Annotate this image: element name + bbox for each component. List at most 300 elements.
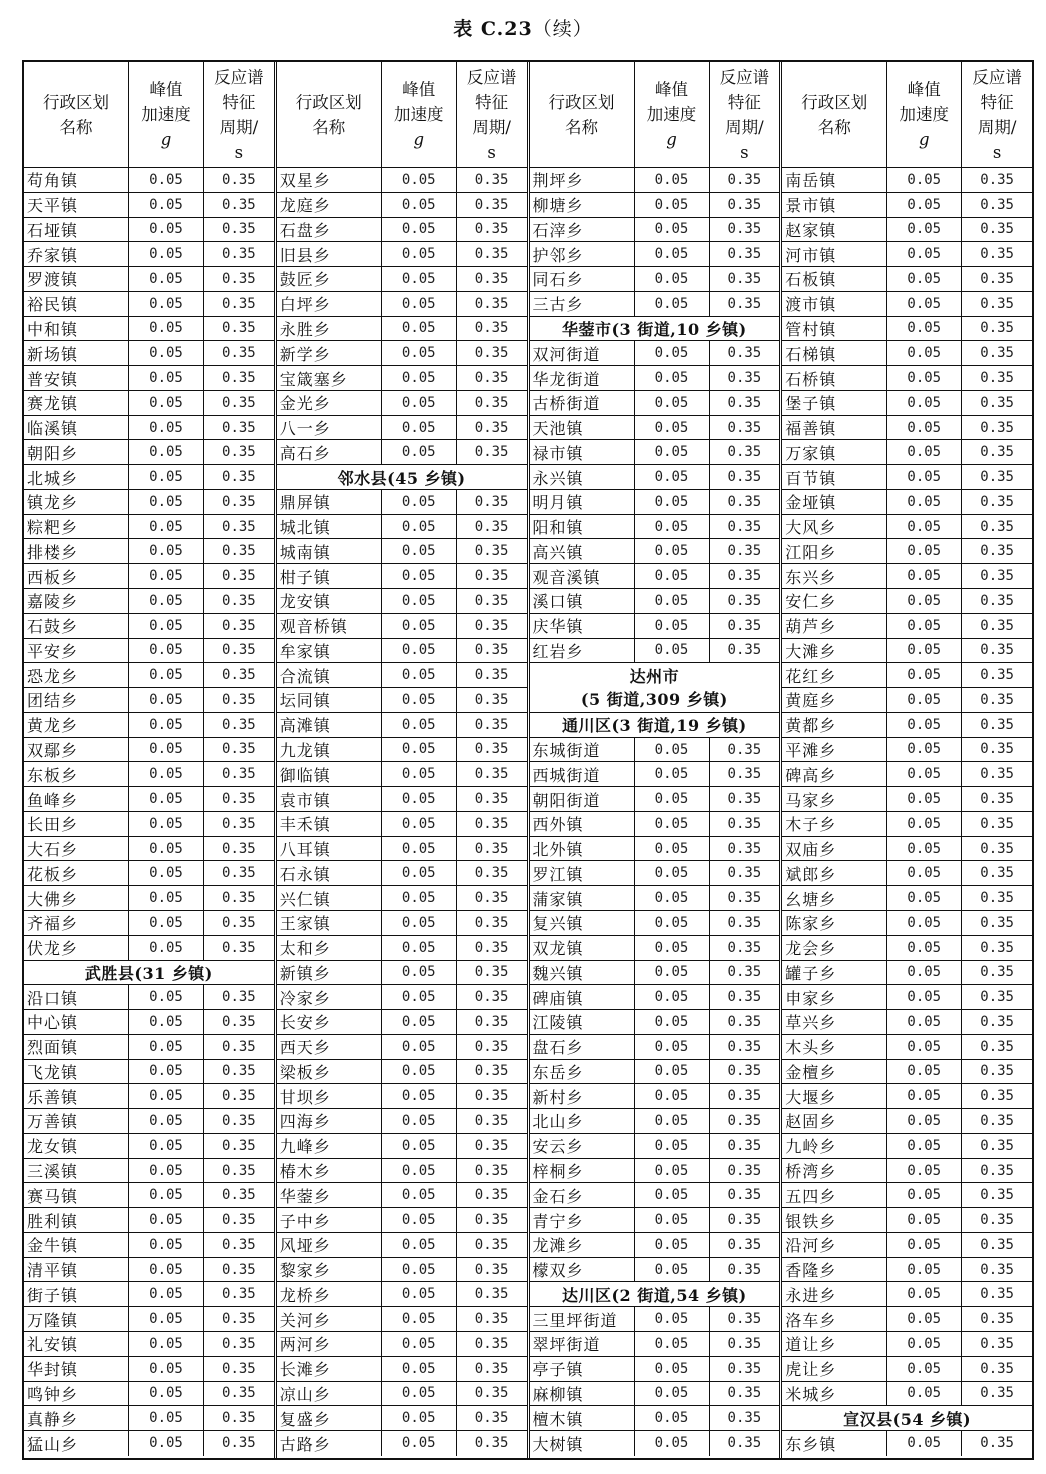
cell-name: 齐福乡 xyxy=(27,914,79,934)
table-row xyxy=(530,1183,780,1208)
cell-name: 幺塘乡 xyxy=(785,889,837,909)
cell-characteristic-period: 0.35 xyxy=(456,1159,527,1183)
table-row xyxy=(277,1406,527,1431)
cell-name: 长安乡 xyxy=(279,1013,331,1033)
table-row xyxy=(530,837,780,862)
table-row xyxy=(782,1060,1032,1085)
cell-name: 高石乡 xyxy=(279,443,331,463)
cell-characteristic-period: 0.35 xyxy=(961,193,1032,217)
table-row xyxy=(277,738,527,763)
cell-name: 龙女镇 xyxy=(27,1137,79,1157)
section-heading: 通川区(3 街道,19 乡镇) xyxy=(561,716,747,736)
cell-name: 宝箴塞乡 xyxy=(279,369,348,389)
cell-name: 石垭镇 xyxy=(27,220,79,240)
cell-characteristic-period: 0.35 xyxy=(456,812,527,836)
cell-name: 花板乡 xyxy=(27,864,79,884)
cell-characteristic-period: 0.35 xyxy=(456,688,527,712)
cell-characteristic-period: 0.35 xyxy=(709,738,780,762)
cell-peak-acceleration: 0.05 xyxy=(381,1134,456,1158)
cell-peak-acceleration: 0.05 xyxy=(381,292,456,316)
cell-peak-acceleration: 0.05 xyxy=(381,961,456,985)
cell-name: 陈家乡 xyxy=(785,914,837,934)
cell-name: 金牛镇 xyxy=(27,1236,79,1256)
table-row xyxy=(277,193,527,218)
cell-peak-acceleration: 0.05 xyxy=(381,1010,456,1034)
table-row xyxy=(782,1159,1032,1184)
cell-name: 团结乡 xyxy=(27,691,79,711)
cell-characteristic-period: 0.35 xyxy=(203,837,274,861)
cell-peak-acceleration: 0.05 xyxy=(381,515,456,539)
table-header-row xyxy=(277,62,527,168)
cell-characteristic-period: 0.35 xyxy=(203,1134,274,1158)
cell-peak-acceleration: 0.05 xyxy=(128,366,203,390)
table-row xyxy=(277,564,527,589)
table-row xyxy=(24,1010,274,1035)
cell-name: 三里坪街道 xyxy=(532,1310,618,1330)
cell-peak-acceleration: 0.05 xyxy=(381,911,456,935)
cell-name: 大堰乡 xyxy=(785,1087,837,1107)
table-row xyxy=(530,366,780,391)
cell-characteristic-period: 0.35 xyxy=(961,168,1032,192)
cell-name: 双河街道 xyxy=(532,344,601,364)
cell-name: 护邻乡 xyxy=(532,245,584,265)
cell-peak-acceleration: 0.05 xyxy=(886,1431,961,1456)
table-row xyxy=(24,1406,274,1431)
table-row xyxy=(277,1060,527,1085)
table-row xyxy=(530,267,780,292)
table-row xyxy=(782,1109,1032,1134)
cell-peak-acceleration: 0.05 xyxy=(128,1382,203,1406)
cell-peak-acceleration: 0.05 xyxy=(128,787,203,811)
cell-peak-acceleration: 0.05 xyxy=(886,341,961,365)
table-row xyxy=(24,341,274,366)
cell-characteristic-period: 0.35 xyxy=(709,1307,780,1331)
cell-characteristic-period: 0.35 xyxy=(456,218,527,242)
cell-name: 庆华镇 xyxy=(532,617,584,637)
cell-characteristic-period: 0.35 xyxy=(961,812,1032,836)
cell-characteristic-period: 0.35 xyxy=(709,292,780,316)
cell-characteristic-period: 0.35 xyxy=(709,490,780,514)
cell-peak-acceleration: 0.05 xyxy=(128,1060,203,1084)
cell-characteristic-period: 0.35 xyxy=(456,440,527,464)
cell-characteristic-period: 0.35 xyxy=(709,1084,780,1108)
cell-characteristic-period: 0.35 xyxy=(203,1357,274,1381)
cell-name: 双庙乡 xyxy=(785,840,837,860)
cell-name: 观音桥镇 xyxy=(279,617,348,637)
table-row xyxy=(277,1282,527,1307)
table-row xyxy=(782,391,1032,416)
table-row xyxy=(782,961,1032,986)
cell-name: 乐善镇 xyxy=(27,1087,79,1107)
cell-name: 木头乡 xyxy=(785,1038,837,1058)
cell-peak-acceleration: 0.05 xyxy=(886,1109,961,1133)
cell-peak-acceleration: 0.05 xyxy=(381,539,456,563)
cell-name: 子中乡 xyxy=(279,1211,331,1231)
cell-name: 古路乡 xyxy=(279,1434,331,1454)
cell-peak-acceleration: 0.05 xyxy=(634,465,709,489)
cell-name: 朝阳乡 xyxy=(27,443,79,463)
cell-name: 沿口镇 xyxy=(27,988,79,1008)
cell-peak-acceleration: 0.05 xyxy=(886,366,961,390)
cell-characteristic-period: 0.35 xyxy=(456,985,527,1009)
cell-name: 东板乡 xyxy=(27,765,79,785)
cell-peak-acceleration: 0.05 xyxy=(886,663,961,687)
cell-name: 古桥街道 xyxy=(532,394,601,414)
cell-name: 罗江镇 xyxy=(532,864,584,884)
table-row xyxy=(530,193,780,218)
cell-peak-acceleration: 0.05 xyxy=(381,589,456,613)
cell-name: 金垭镇 xyxy=(785,493,837,513)
cell-name: 白坪乡 xyxy=(279,295,331,315)
cell-peak-acceleration: 0.05 xyxy=(886,738,961,762)
table-row xyxy=(277,589,527,614)
table-row xyxy=(530,762,780,787)
cell-characteristic-period: 0.35 xyxy=(709,812,780,836)
cell-characteristic-period: 0.35 xyxy=(961,688,1032,712)
cell-peak-acceleration: 0.05 xyxy=(128,1431,203,1456)
table-row xyxy=(530,1357,780,1382)
cell-peak-acceleration: 0.05 xyxy=(886,317,961,341)
table-row xyxy=(24,193,274,218)
section-heading-line: (5 街道,309 乡镇) xyxy=(580,689,728,709)
header-peak-acceleration: 峰值 加速度 g xyxy=(634,62,709,167)
cell-characteristic-period: 0.35 xyxy=(456,1134,527,1158)
table-row xyxy=(782,1134,1032,1159)
table-row xyxy=(24,440,274,465)
cell-name: 袁市镇 xyxy=(279,790,331,810)
cell-characteristic-period: 0.35 xyxy=(203,1307,274,1331)
table-row xyxy=(24,1134,274,1159)
cell-name: 凉山乡 xyxy=(279,1384,331,1404)
table-row xyxy=(277,218,527,243)
cell-characteristic-period: 0.35 xyxy=(203,688,274,712)
cell-characteristic-period: 0.35 xyxy=(709,1332,780,1356)
cell-name: 花红乡 xyxy=(785,666,837,686)
cell-characteristic-period: 0.35 xyxy=(961,465,1032,489)
table-row xyxy=(277,168,527,193)
cell-name: 桥湾乡 xyxy=(785,1162,837,1181)
cell-name: 青宁乡 xyxy=(532,1211,584,1231)
cell-name: 黄都乡 xyxy=(785,716,837,736)
cell-peak-acceleration: 0.05 xyxy=(634,1208,709,1232)
section-heading: 邻水县(45 乡镇) xyxy=(337,468,466,488)
table-row xyxy=(530,985,780,1010)
cell-peak-acceleration: 0.05 xyxy=(634,218,709,242)
cell-characteristic-period: 0.35 xyxy=(961,515,1032,539)
cell-characteristic-period: 0.35 xyxy=(456,416,527,440)
cell-peak-acceleration: 0.05 xyxy=(128,1233,203,1257)
table-row xyxy=(530,440,780,465)
table-row xyxy=(782,688,1032,713)
cell-characteristic-period: 0.35 xyxy=(961,1060,1032,1084)
cell-peak-acceleration: 0.05 xyxy=(634,787,709,811)
cell-peak-acceleration: 0.05 xyxy=(634,1233,709,1257)
table-row xyxy=(782,1382,1032,1407)
section-heading-row xyxy=(530,1282,780,1307)
cell-peak-acceleration: 0.05 xyxy=(381,1357,456,1381)
table-row xyxy=(530,1258,780,1283)
cell-peak-acceleration: 0.05 xyxy=(886,1233,961,1257)
cell-name: 太和乡 xyxy=(279,939,331,959)
cell-peak-acceleration: 0.05 xyxy=(634,936,709,960)
cell-name: 赵家镇 xyxy=(785,220,837,240)
cell-peak-acceleration: 0.05 xyxy=(381,317,456,341)
cell-name: 朝阳街道 xyxy=(532,790,601,810)
cell-peak-acceleration: 0.05 xyxy=(634,1332,709,1356)
cell-name: 红岩乡 xyxy=(532,641,584,661)
table-row xyxy=(277,787,527,812)
cell-peak-acceleration: 0.05 xyxy=(381,218,456,242)
cell-name: 万善镇 xyxy=(27,1112,79,1132)
cell-name: 渡市镇 xyxy=(785,295,837,315)
cell-characteristic-period: 0.35 xyxy=(961,961,1032,985)
cell-peak-acceleration: 0.05 xyxy=(634,1406,709,1430)
table-row xyxy=(277,1307,527,1332)
cell-characteristic-period: 0.35 xyxy=(709,762,780,786)
cell-peak-acceleration: 0.05 xyxy=(634,1035,709,1059)
table-row xyxy=(782,1307,1032,1332)
cell-characteristic-period: 0.35 xyxy=(203,564,274,588)
table-row xyxy=(782,1357,1032,1382)
cell-name: 虎让乡 xyxy=(785,1360,837,1380)
cell-characteristic-period: 0.35 xyxy=(709,886,780,910)
cell-characteristic-period: 0.35 xyxy=(203,341,274,365)
cell-characteristic-period: 0.35 xyxy=(203,515,274,539)
cell-peak-acceleration: 0.05 xyxy=(128,1109,203,1133)
cell-peak-acceleration: 0.05 xyxy=(128,564,203,588)
cell-name: 九峰乡 xyxy=(279,1137,331,1157)
cell-characteristic-period: 0.35 xyxy=(203,787,274,811)
header-characteristic-period: 反应谱 特征 周期/ s xyxy=(709,62,780,167)
seismic-parameter-table xyxy=(22,60,1034,1460)
cell-characteristic-period: 0.35 xyxy=(709,985,780,1009)
table-row xyxy=(530,1307,780,1332)
table-number: 表 C.23 xyxy=(453,18,533,40)
table-row xyxy=(24,515,274,540)
table-row xyxy=(782,663,1032,688)
table-row xyxy=(24,218,274,243)
cell-characteristic-period: 0.35 xyxy=(961,539,1032,563)
cell-name: 木子乡 xyxy=(785,815,837,835)
cell-characteristic-period: 0.35 xyxy=(961,218,1032,242)
cell-name: 龙桥乡 xyxy=(279,1285,331,1305)
cell-name: 银铁乡 xyxy=(785,1211,837,1231)
section-heading: 华蓥市(3 街道,10 乡镇) xyxy=(561,319,747,339)
cell-name: 猛山乡 xyxy=(27,1434,79,1454)
cell-peak-acceleration: 0.05 xyxy=(381,1159,456,1183)
cell-characteristic-period: 0.35 xyxy=(709,1258,780,1282)
cell-peak-acceleration: 0.05 xyxy=(886,911,961,935)
cell-characteristic-period: 0.35 xyxy=(709,589,780,613)
cell-name: 阳和镇 xyxy=(532,518,584,538)
cell-characteristic-period: 0.35 xyxy=(456,317,527,341)
cell-characteristic-period: 0.35 xyxy=(709,193,780,217)
cell-characteristic-period: 0.35 xyxy=(456,1332,527,1356)
table-row xyxy=(277,1035,527,1060)
cell-characteristic-period: 0.35 xyxy=(709,168,780,192)
table-row xyxy=(782,1183,1032,1208)
cell-peak-acceleration: 0.05 xyxy=(886,193,961,217)
cell-characteristic-period: 0.35 xyxy=(709,1183,780,1207)
table-row xyxy=(24,1258,274,1283)
cell-peak-acceleration: 0.05 xyxy=(128,1010,203,1034)
table-row xyxy=(782,812,1032,837)
cell-characteristic-period: 0.35 xyxy=(203,440,274,464)
table-row xyxy=(530,936,780,961)
header-peak-acceleration: 峰值 加速度 g xyxy=(381,62,456,167)
cell-name: 百节镇 xyxy=(785,468,837,488)
cell-characteristic-period: 0.35 xyxy=(203,218,274,242)
table-row xyxy=(24,688,274,713)
cell-name: 华龙街道 xyxy=(532,369,601,389)
table-row xyxy=(530,292,780,317)
cell-peak-acceleration: 0.05 xyxy=(381,1431,456,1456)
cell-name: 九岭乡 xyxy=(785,1137,837,1157)
cell-characteristic-period: 0.35 xyxy=(961,861,1032,885)
cell-characteristic-period: 0.35 xyxy=(961,366,1032,390)
cell-peak-acceleration: 0.05 xyxy=(128,639,203,663)
table-row xyxy=(530,614,780,639)
cell-name: 鼎屏镇 xyxy=(279,493,331,513)
cell-name: 临溪镇 xyxy=(27,419,79,439)
cell-characteristic-period: 0.35 xyxy=(709,787,780,811)
cell-peak-acceleration: 0.05 xyxy=(128,663,203,687)
table-row xyxy=(530,589,780,614)
cell-peak-acceleration: 0.05 xyxy=(886,168,961,192)
cell-name: 城北镇 xyxy=(279,518,331,538)
cell-characteristic-period: 0.35 xyxy=(456,762,527,786)
cell-peak-acceleration: 0.05 xyxy=(886,242,961,266)
cell-characteristic-period: 0.35 xyxy=(961,738,1032,762)
cell-characteristic-period: 0.35 xyxy=(709,218,780,242)
cell-name: 双龙镇 xyxy=(532,939,584,959)
cell-peak-acceleration: 0.05 xyxy=(634,1109,709,1133)
cell-peak-acceleration: 0.05 xyxy=(381,861,456,885)
cell-name: 龙庭乡 xyxy=(279,196,331,216)
cell-characteristic-period: 0.35 xyxy=(203,1183,274,1207)
cell-name: 亭子镇 xyxy=(532,1360,584,1380)
cell-name: 黄龙乡 xyxy=(27,716,79,736)
cell-name: 西天乡 xyxy=(279,1038,331,1058)
cell-peak-acceleration: 0.05 xyxy=(634,985,709,1009)
cell-peak-acceleration: 0.05 xyxy=(128,688,203,712)
cell-name: 斌郎乡 xyxy=(785,864,837,884)
cell-name: 牟家镇 xyxy=(279,641,331,661)
cell-name: 赵固乡 xyxy=(785,1112,837,1132)
cell-characteristic-period: 0.35 xyxy=(961,663,1032,687)
cell-name: 碑高乡 xyxy=(785,765,837,785)
table-row xyxy=(530,1382,780,1407)
cell-peak-acceleration: 0.05 xyxy=(886,589,961,613)
cell-peak-acceleration: 0.05 xyxy=(128,465,203,489)
cell-characteristic-period: 0.35 xyxy=(203,1431,274,1456)
cell-characteristic-period: 0.35 xyxy=(203,1084,274,1108)
cell-characteristic-period: 0.35 xyxy=(203,589,274,613)
table-row xyxy=(277,861,527,886)
cell-characteristic-period: 0.35 xyxy=(203,1332,274,1356)
cell-peak-acceleration: 0.05 xyxy=(128,1183,203,1207)
cell-characteristic-period: 0.35 xyxy=(456,1233,527,1257)
section-heading-row xyxy=(530,713,780,738)
cell-characteristic-period: 0.35 xyxy=(961,564,1032,588)
cell-characteristic-period: 0.35 xyxy=(456,366,527,390)
cell-name: 大树镇 xyxy=(532,1434,584,1454)
cell-characteristic-period: 0.35 xyxy=(456,391,527,415)
header-name: 行政区划 名称 xyxy=(801,92,868,137)
section-heading-row xyxy=(782,1406,1032,1431)
cell-characteristic-period: 0.35 xyxy=(203,1109,274,1133)
cell-characteristic-period: 0.35 xyxy=(961,886,1032,910)
table-row xyxy=(24,837,274,862)
cell-characteristic-period: 0.35 xyxy=(456,663,527,687)
cell-peak-acceleration: 0.05 xyxy=(634,341,709,365)
cell-name: 鼓匠乡 xyxy=(279,270,331,290)
cell-characteristic-period: 0.35 xyxy=(961,317,1032,341)
cell-peak-acceleration: 0.05 xyxy=(886,1060,961,1084)
cell-characteristic-period: 0.35 xyxy=(203,1159,274,1183)
cell-characteristic-period: 0.35 xyxy=(456,1183,527,1207)
cell-peak-acceleration: 0.05 xyxy=(381,886,456,910)
cell-characteristic-period: 0.35 xyxy=(961,1035,1032,1059)
cell-peak-acceleration: 0.05 xyxy=(128,1332,203,1356)
cell-peak-acceleration: 0.05 xyxy=(381,1406,456,1430)
cell-peak-acceleration: 0.05 xyxy=(634,1357,709,1381)
table-column-block xyxy=(274,62,527,1458)
cell-name: 中和镇 xyxy=(27,319,79,339)
cell-characteristic-period: 0.35 xyxy=(456,1282,527,1306)
cell-peak-acceleration: 0.05 xyxy=(381,1307,456,1331)
cell-name: 江阳乡 xyxy=(785,542,837,562)
table-row xyxy=(277,1109,527,1134)
cell-peak-acceleration: 0.05 xyxy=(128,292,203,316)
cell-characteristic-period: 0.35 xyxy=(203,614,274,638)
cell-characteristic-period: 0.35 xyxy=(961,1258,1032,1282)
cell-characteristic-period: 0.35 xyxy=(961,1357,1032,1381)
cell-name: 双星乡 xyxy=(279,171,331,191)
cell-name: 四海乡 xyxy=(279,1112,331,1132)
table-row xyxy=(782,416,1032,441)
cell-name: 清平镇 xyxy=(27,1261,79,1281)
cell-peak-acceleration: 0.05 xyxy=(128,936,203,960)
cell-name: 三溪镇 xyxy=(27,1162,79,1181)
cell-characteristic-period: 0.35 xyxy=(456,1010,527,1034)
cell-characteristic-period: 0.35 xyxy=(203,193,274,217)
cell-name: 高兴镇 xyxy=(532,542,584,562)
cell-name: 北山乡 xyxy=(532,1112,584,1132)
cell-peak-acceleration: 0.05 xyxy=(381,416,456,440)
header-name: 行政区划 名称 xyxy=(548,92,615,137)
cell-characteristic-period: 0.35 xyxy=(709,1134,780,1158)
cell-peak-acceleration: 0.05 xyxy=(381,1258,456,1282)
cell-peak-acceleration: 0.05 xyxy=(128,1282,203,1306)
table-row xyxy=(782,1282,1032,1307)
table-row xyxy=(277,713,527,738)
table-row xyxy=(782,886,1032,911)
cell-peak-acceleration: 0.05 xyxy=(381,1084,456,1108)
cell-peak-acceleration: 0.05 xyxy=(128,1406,203,1430)
cell-characteristic-period: 0.35 xyxy=(203,416,274,440)
cell-name: 两河乡 xyxy=(279,1335,331,1355)
cell-name: 王家镇 xyxy=(279,914,331,934)
table-row xyxy=(530,168,780,193)
table-row xyxy=(24,936,274,961)
cell-peak-acceleration: 0.05 xyxy=(886,1183,961,1207)
cell-characteristic-period: 0.35 xyxy=(203,1382,274,1406)
table-row xyxy=(24,465,274,490)
table-row xyxy=(24,1159,274,1184)
cell-characteristic-period: 0.35 xyxy=(456,168,527,192)
table-row xyxy=(530,564,780,589)
